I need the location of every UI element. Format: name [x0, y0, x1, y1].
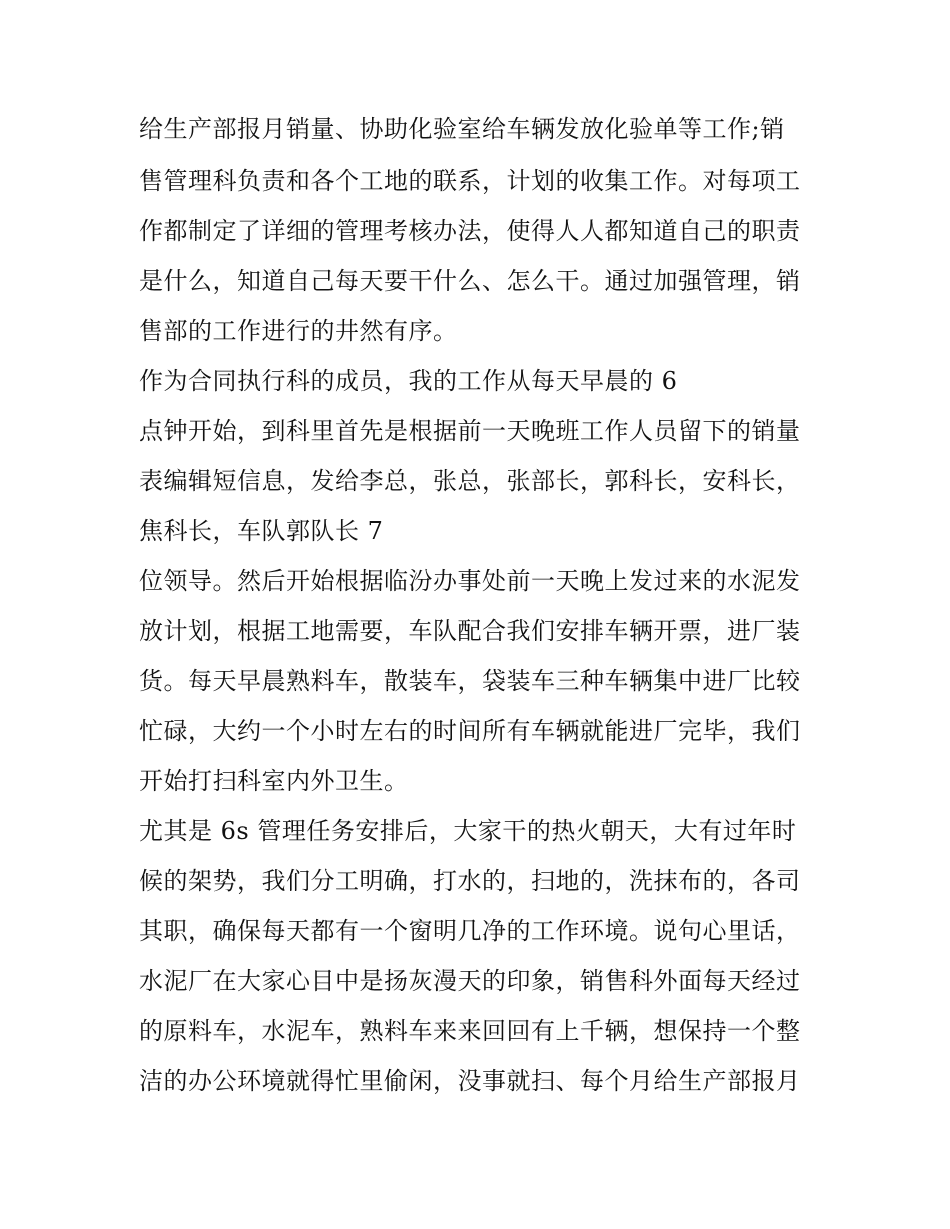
text-line: 表编辑短信息，发给李总，张总，张部长，郭科长，安科长， — [139, 467, 801, 495]
text-line: 给生产部报月销量、协助化验室给车辆发放化验单等工作;销 — [139, 115, 785, 143]
text-line: 售部的工作进行的井然有序。 — [139, 317, 458, 345]
text-line: 的原料车，水泥车，熟料车来来回回有上千辆，想保持一个整 — [139, 1017, 801, 1045]
text-line: 作都制定了详细的管理考核办法，使得人人都知道自己的职责 — [139, 217, 801, 245]
text-line: 位领导。然后开始根据临汾办事处前一天晚上发过来的水泥发 — [139, 567, 801, 595]
text-line: 货。每天早晨熟料车，散装车，袋装车三种车辆集中进厂比较 — [139, 667, 801, 695]
text-line: 作为合同执行科的成员，我的工作从每天早晨的 6 — [139, 367, 678, 395]
text-line: 其职，确保每天都有一个窗明几净的工作环境。说句心里话， — [139, 917, 801, 945]
text-line: 点钟开始，到科里首先是根据前一天晚班工作人员留下的销量 — [139, 417, 801, 445]
text-line: 尤其是 6s 管理任务安排后，大家干的热火朝天，大有过年时 — [139, 817, 797, 845]
text-line: 焦科长，车队郭队长 7 — [139, 517, 384, 545]
text-line: 放计划，根据工地需要，车队配合我们安排车辆开票，进厂装 — [139, 617, 801, 645]
text-line: 开始打扫科室内外卫生。 — [139, 767, 409, 795]
text-line: 忙碌，大约一个小时左右的时间所有车辆就能进厂完毕，我们 — [139, 717, 801, 745]
text-line: 是什么，知道自己每天要干什么、怎么干。通过加强管理，销 — [139, 267, 801, 295]
text-line: 候的架势，我们分工明确，打水的，扫地的，洗抹布的，各司 — [139, 867, 801, 895]
text-line: 售管理科负责和各个工地的联系，计划的收集工作。对每项工 — [139, 167, 801, 195]
text-line: 洁的办公环境就得忙里偷闲，没事就扫、每个月给生产部报月 — [139, 1067, 801, 1095]
text-line: 水泥厂在大家心目中是扬灰漫天的印象，销售科外面每天经过 — [139, 967, 801, 995]
